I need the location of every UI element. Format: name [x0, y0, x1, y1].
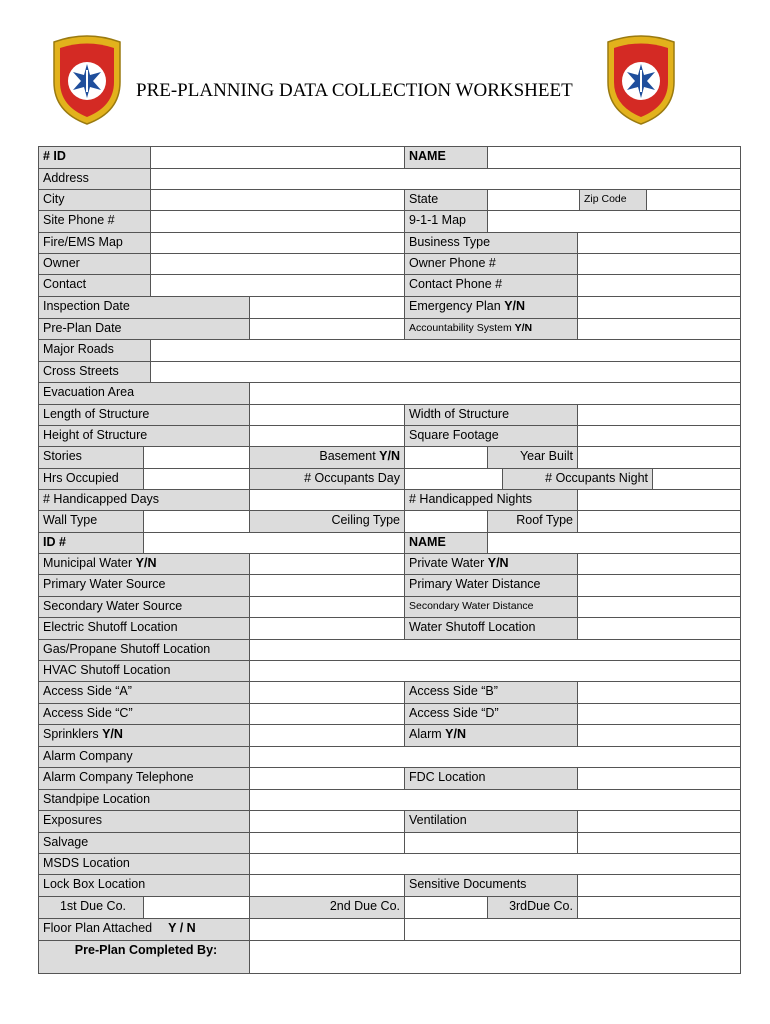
label-private-water: Private Water Y/N: [404, 553, 578, 575]
entry-field[interactable]: [150, 274, 405, 297]
label-alarm: Alarm Y/N: [404, 724, 578, 747]
label-due3: 3rdDue Co.: [487, 896, 578, 919]
entry-field[interactable]: [577, 681, 741, 704]
entry-field[interactable]: [249, 681, 405, 704]
yn-marker: Y / N: [168, 921, 196, 935]
entry-field[interactable]: [487, 532, 741, 554]
entry-field[interactable]: [577, 296, 741, 319]
entry-field[interactable]: [577, 767, 741, 790]
label-sqft: Square Footage: [404, 425, 578, 447]
label-accountability: Accountability System Y/N: [404, 318, 578, 340]
label-access-a: Access Side “A”: [38, 681, 250, 704]
entry-field[interactable]: [249, 617, 405, 640]
entry-field[interactable]: [249, 832, 405, 854]
entry-field[interactable]: [577, 896, 741, 919]
label-stories: Stories: [38, 446, 144, 469]
label-owner: Owner: [38, 253, 151, 275]
entry-field[interactable]: [577, 274, 741, 297]
label-alarm-company-tel: Alarm Company Telephone: [38, 767, 250, 790]
entry-field[interactable]: [150, 253, 405, 275]
label-evacuation: Evacuation Area: [38, 382, 250, 405]
label-id: # ID: [38, 146, 151, 169]
entry-field[interactable]: [404, 510, 488, 533]
label-primary-water-dist: Primary Water Distance: [404, 574, 578, 597]
label-length: Length of Structure: [38, 404, 250, 426]
entry-field[interactable]: [249, 703, 405, 725]
label-hc-nights: # Handicapped Nights: [404, 489, 578, 511]
label-emergency-plan: Emergency Plan Y/N: [404, 296, 578, 319]
entry-field[interactable]: [249, 789, 741, 811]
label-state: State: [404, 189, 488, 211]
entry-field[interactable]: [150, 339, 741, 362]
label-msds: MSDS Location: [38, 853, 250, 875]
entry-field[interactable]: [143, 532, 405, 554]
entry-field[interactable]: [404, 446, 488, 469]
label-primary-water-src: Primary Water Source: [38, 574, 250, 597]
entry-field[interactable]: [404, 896, 488, 919]
entry-field[interactable]: [150, 210, 405, 233]
label-zip: Zip Code: [579, 189, 647, 211]
entry-field[interactable]: [150, 361, 741, 383]
entry-field[interactable]: [577, 574, 741, 597]
yn-marker: Y/N: [445, 727, 466, 741]
entry-field[interactable]: [150, 168, 741, 190]
label-fdc: FDC Location: [404, 767, 578, 790]
entry-field[interactable]: [577, 404, 741, 426]
entry-field[interactable]: [652, 468, 741, 490]
yn-marker: Y/N: [135, 556, 157, 570]
entry-field[interactable]: [577, 596, 741, 618]
label-inspection-date: Inspection Date: [38, 296, 250, 319]
label-secondary-water-dist: Secondary Water Distance: [404, 596, 578, 618]
entry-field[interactable]: [249, 940, 741, 974]
entry-field[interactable]: [249, 382, 741, 405]
label-salvage: Salvage: [38, 832, 250, 854]
label-basement: Basement Y/N: [249, 446, 405, 469]
entry-field[interactable]: [249, 918, 405, 941]
label-due2: 2nd Due Co.: [249, 896, 405, 919]
entry-field[interactable]: [577, 510, 741, 533]
label-access-d: Access Side “D”: [404, 703, 578, 725]
label-due1: 1st Due Co.: [38, 896, 144, 919]
label-height: Height of Structure: [38, 425, 250, 447]
entry-field[interactable]: [143, 510, 250, 533]
entry-field[interactable]: [404, 832, 578, 854]
label-municipal-water: Municipal Water Y/N: [38, 553, 250, 575]
entry-field[interactable]: [249, 767, 405, 790]
label-occ-night: # Occupants Night: [502, 468, 653, 490]
entry-field[interactable]: [249, 724, 405, 747]
label-sprinklers: Sprinklers Y/N: [38, 724, 250, 747]
label-hc-days: # Handicapped Days: [38, 489, 250, 511]
label-water-shutoff: Water Shutoff Location: [404, 617, 578, 640]
label-id2: ID #: [38, 532, 144, 554]
entry-field[interactable]: [143, 446, 250, 469]
label-floor-plan: Floor Plan Attached Y / N: [38, 918, 250, 941]
entry-field[interactable]: [487, 189, 580, 211]
entry-field[interactable]: [249, 296, 405, 319]
label-wall-type: Wall Type: [38, 510, 144, 533]
label-ceiling-type: Ceiling Type: [249, 510, 405, 533]
entry-field[interactable]: [249, 596, 405, 618]
label-standpipe: Standpipe Location: [38, 789, 250, 811]
entry-field[interactable]: [249, 874, 405, 897]
yn-marker: Y/N: [487, 556, 509, 570]
label-year-built: Year Built: [487, 446, 578, 469]
label-address: Address: [38, 168, 151, 190]
label-major-roads: Major Roads: [38, 339, 151, 362]
entry-field[interactable]: [577, 703, 741, 725]
entry-field[interactable]: [249, 853, 741, 875]
label-name2: NAME: [404, 532, 488, 554]
entry-field[interactable]: [249, 425, 405, 447]
entry-field[interactable]: [577, 874, 741, 897]
label-business-type: Business Type: [404, 232, 578, 254]
entry-field[interactable]: [487, 210, 741, 233]
entry-field[interactable]: [404, 918, 741, 941]
label-electric-shutoff: Electric Shutoff Location: [38, 617, 250, 640]
yn-marker: Y/N: [379, 449, 400, 463]
label-hvac-shutoff: HVAC Shutoff Location: [38, 660, 250, 682]
entry-field[interactable]: [150, 146, 405, 169]
label-width: Width of Structure: [404, 404, 578, 426]
entry-field[interactable]: [249, 746, 741, 768]
label-map911: 9-1-1 Map: [404, 210, 488, 233]
entry-field[interactable]: [577, 810, 741, 833]
page-title: PRE-PLANNING DATA COLLECTION WORKSHEET: [136, 80, 573, 101]
label-owner-phone: Owner Phone #: [404, 253, 578, 275]
entry-field[interactable]: [487, 146, 741, 169]
label-fire-ems-map: Fire/EMS Map: [38, 232, 151, 254]
entry-field[interactable]: [143, 468, 250, 490]
label-alarm-company: Alarm Company: [38, 746, 250, 768]
entry-field[interactable]: [577, 617, 741, 640]
entry-field[interactable]: [249, 810, 405, 833]
label-gas-shutoff: Gas/Propane Shutoff Location: [38, 639, 250, 661]
entry-field[interactable]: [150, 232, 405, 254]
entry-field[interactable]: [404, 468, 503, 490]
label-sensitive: Sensitive Documents: [404, 874, 578, 897]
entry-field[interactable]: [249, 318, 405, 340]
entry-field[interactable]: [577, 232, 741, 254]
entry-field[interactable]: [577, 832, 741, 854]
label-hrs-occupied: Hrs Occupied: [38, 468, 144, 490]
entry-field[interactable]: [577, 425, 741, 447]
label-occ-day: # Occupants Day: [249, 468, 405, 490]
entry-field[interactable]: [577, 318, 741, 340]
label-cross-streets: Cross Streets: [38, 361, 151, 383]
entry-field[interactable]: [249, 489, 405, 511]
label-completed-by: Pre-Plan Completed By:: [38, 940, 250, 974]
entry-field[interactable]: [577, 489, 741, 511]
label-site-phone: Site Phone #: [38, 210, 151, 233]
entry-field[interactable]: [577, 446, 741, 469]
entry-field[interactable]: [249, 404, 405, 426]
label-lockbox: Lock Box Location: [38, 874, 250, 897]
yn-marker: Y/N: [504, 299, 526, 313]
entry-field[interactable]: [646, 189, 741, 211]
entry-field[interactable]: [577, 724, 741, 747]
entry-field[interactable]: [249, 660, 741, 682]
entry-field[interactable]: [577, 553, 741, 575]
entry-field[interactable]: [577, 253, 741, 275]
label-preplan-date: Pre-Plan Date: [38, 318, 250, 340]
entry-field[interactable]: [249, 574, 405, 597]
label-city: City: [38, 189, 151, 211]
label-exposures: Exposures: [38, 810, 250, 833]
entry-field[interactable]: [150, 189, 405, 211]
label-secondary-water-src: Secondary Water Source: [38, 596, 250, 618]
label-contact-phone: Contact Phone #: [404, 274, 578, 297]
label-roof-type: Roof Type: [487, 510, 578, 533]
yn-marker: Y/N: [514, 322, 533, 334]
label-access-c: Access Side “C”: [38, 703, 250, 725]
label-access-b: Access Side “B”: [404, 681, 578, 704]
entry-field[interactable]: [249, 553, 405, 575]
label-ventilation: Ventilation: [404, 810, 578, 833]
label-contact: Contact: [38, 274, 151, 297]
entry-field[interactable]: [143, 896, 250, 919]
entry-field[interactable]: [249, 639, 741, 661]
label-name: NAME: [404, 146, 488, 169]
yn-marker: Y/N: [102, 727, 123, 741]
